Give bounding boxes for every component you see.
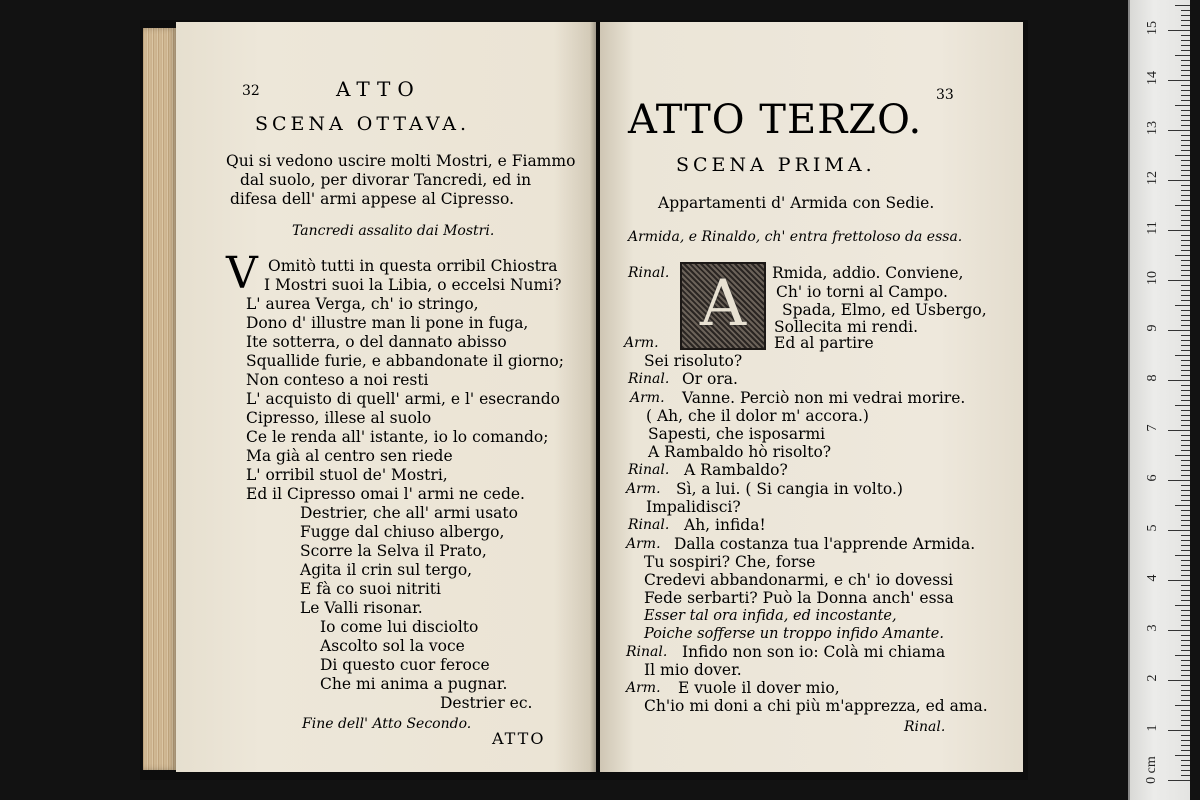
ruler-label: 8 (1145, 374, 1160, 382)
ruler-tick (1175, 555, 1190, 556)
verse-line: Destrier, che all' armi usato (300, 504, 518, 522)
act-title: ATTO TERZO. (628, 97, 923, 143)
verse-line: L' orribil stuol de' Mostri, (246, 466, 448, 484)
ruler-tick (1168, 230, 1190, 231)
ruler-tick (1181, 375, 1190, 376)
dialogue-line: A Rambaldo? (684, 461, 788, 479)
ruler-tick (1181, 675, 1190, 676)
verse-line: Squallide furie, e abbandonate il giorno; (246, 352, 564, 370)
ruler-tick (1181, 640, 1190, 641)
ruler-tick (1181, 660, 1190, 661)
ruler-tick (1181, 315, 1190, 316)
ruler-tick (1181, 565, 1190, 566)
ruler-tick (1181, 545, 1190, 546)
dialogue-line: Sì, a lui. ( Si cangia in volto.) (676, 480, 903, 498)
ruler-tick (1181, 260, 1190, 261)
ruler-tick (1175, 755, 1190, 756)
ruler-tick (1181, 215, 1190, 216)
ruler-tick (1168, 180, 1190, 181)
ruler-tick (1181, 145, 1190, 146)
ruler-tick (1181, 365, 1190, 366)
ruler-label: 6 (1145, 474, 1160, 482)
ruler-label: 10 (1145, 271, 1160, 285)
dialogue-line: Esser tal ora infida, ed incostante, (644, 608, 897, 624)
setting-direction: Appartamenti d' Armida con Sedie. (658, 194, 935, 212)
ruler-tick (1181, 165, 1190, 166)
ruler-tick (1181, 600, 1190, 601)
ruler-tick (1181, 560, 1190, 561)
ruler-tick (1181, 715, 1190, 716)
ruler-tick (1181, 210, 1190, 211)
verse-line: E fà co suoi nitriti (300, 580, 441, 598)
stage-line: dal suolo, per divorar Tancredi, ed in (240, 171, 532, 189)
ruler-tick (1181, 340, 1190, 341)
ruler-label: 11 (1145, 221, 1160, 235)
verse-line: Fugge dal chiuso albergo, (300, 523, 505, 541)
speaker-label: Arm. (626, 481, 661, 497)
ruler-tick (1181, 685, 1190, 686)
dialogue-line: Ah, infida! (684, 516, 766, 534)
dialogue-line: Impalidisci? (646, 498, 741, 516)
ruler-tick (1181, 160, 1190, 161)
ruler-tick (1181, 290, 1190, 291)
ruler-tick (1181, 465, 1190, 466)
ruler-tick (1181, 225, 1190, 226)
ruler-tick (1175, 405, 1190, 406)
ruler-tick (1168, 30, 1190, 31)
ruler-tick (1181, 510, 1190, 511)
ruler-tick (1175, 655, 1190, 656)
ruler-tick (1181, 700, 1190, 701)
ruler-tick (1181, 140, 1190, 141)
ruler-tick (1181, 450, 1190, 451)
dialogue-line: Ch'io mi doni a chi più m'apprezza, ed ama. (644, 697, 988, 715)
ruler-tick (1181, 745, 1190, 746)
ruler-tick (1181, 620, 1190, 621)
ruler-tick (1175, 55, 1190, 56)
verse-line: Di questo cuor feroce (320, 656, 490, 674)
dialogue-line: Ed al partire (774, 334, 874, 352)
ruler-label: 14 (1145, 71, 1160, 85)
ruler-tick (1181, 515, 1190, 516)
verse-line: Dono d' illustre man li pone in fuga, (246, 314, 529, 332)
ruler-tick (1168, 630, 1190, 631)
ruler-tick (1181, 240, 1190, 241)
ruler-tick (1181, 720, 1190, 721)
dialogue-line: Sapesti, che isposarmi (648, 425, 826, 443)
ruler-tick (1181, 65, 1190, 66)
ruler-tick (1181, 200, 1190, 201)
ruler-tick (1168, 80, 1190, 81)
ruler-tick (1181, 420, 1190, 421)
ruler-tick (1181, 310, 1190, 311)
ruler-label: 3 (1145, 624, 1160, 632)
ruler-tick (1181, 190, 1190, 191)
ruler-tick (1181, 470, 1190, 471)
ruler-tick (1181, 750, 1190, 751)
ruler-tick (1181, 170, 1190, 171)
ruler-tick (1181, 570, 1190, 571)
ruler-tick (1181, 390, 1190, 391)
ruler-tick (1181, 775, 1190, 776)
speaker-label: Arm. (626, 680, 661, 696)
ruler-tick (1181, 690, 1190, 691)
ruler-tick (1175, 255, 1190, 256)
ruler-tick (1181, 35, 1190, 36)
dialogue-line: Sollecita mi rendi. (774, 318, 919, 336)
ruler-label: 9 (1145, 324, 1160, 332)
dialogue-line: Vanne. Perciò non mi vedrai morire. (682, 389, 966, 407)
ruler-tick (1181, 60, 1190, 61)
ruler-tick (1181, 50, 1190, 51)
ruler-tick (1181, 185, 1190, 186)
dialogue-line: A Rambaldo hò risolto? (648, 443, 832, 461)
ruler-tick (1181, 645, 1190, 646)
ruler-tick (1181, 95, 1190, 96)
ruler-tick (1175, 705, 1190, 706)
ruler-tick (1181, 285, 1190, 286)
ruler-tick (1175, 5, 1190, 6)
ruler-tick (1181, 595, 1190, 596)
ruler-tick (1181, 635, 1190, 636)
ruler-tick (1181, 40, 1190, 41)
ruler-tick (1175, 305, 1190, 306)
ruler-tick (1181, 125, 1190, 126)
ruler-tick (1168, 780, 1190, 781)
ruler-tick (1175, 105, 1190, 106)
ruler-tick (1181, 540, 1190, 541)
left-page-number: 32 (242, 83, 260, 99)
ruler-tick (1181, 110, 1190, 111)
ruler-tick (1181, 445, 1190, 446)
ruler-tick (1181, 75, 1190, 76)
dialogue-line: Spada, Elmo, ed Usbergo, (782, 301, 987, 319)
ruler-tick (1181, 740, 1190, 741)
ruler-tick (1181, 370, 1190, 371)
ruler-tick (1181, 150, 1190, 151)
verse-line: Cipresso, illese al suolo (246, 409, 432, 427)
ruler-tick (1181, 360, 1190, 361)
dialogue-line: E vuole il dover mio, (678, 679, 840, 697)
ruler-tick (1181, 85, 1190, 86)
ruler-tick (1181, 435, 1190, 436)
ruler-tick (1181, 395, 1190, 396)
ruler-tick (1181, 300, 1190, 301)
ruler-tick (1181, 590, 1190, 591)
ruler-tick (1181, 550, 1190, 551)
verse-line: Omitò tutti in questa orribil Chiostra (268, 257, 558, 275)
ruler-tick (1168, 130, 1190, 131)
ruler-tick (1181, 585, 1190, 586)
stage-line: difesa dell' armi appese al Cipresso. (230, 190, 514, 208)
speaker-label: Arm. (626, 536, 661, 552)
speaker-label: Rinal. (628, 265, 670, 281)
dialogue-line: Infido non son io: Colà mi chiama (682, 643, 946, 661)
ruler-label: 5 (1145, 524, 1160, 532)
verse-line: I Mostri suoi la Libia, o eccelsi Numi? (264, 276, 562, 294)
ruler-tick (1181, 425, 1190, 426)
ruler-tick (1181, 270, 1190, 271)
ruler-tick (1175, 155, 1190, 156)
drop-cap: V (226, 248, 258, 299)
ruler-tick (1181, 695, 1190, 696)
ruler-tick (1181, 115, 1190, 116)
verse-line: Scorre la Selva il Prato, (300, 542, 487, 560)
ruler-label: 7 (1145, 424, 1160, 432)
verse-line: L' acquisto di quell' armi, e l' esecrando (246, 390, 560, 408)
speaker-label: Rinal. (626, 644, 668, 660)
dialogue-line: Ch' io torni al Campo. (776, 283, 948, 301)
ruler-tick (1168, 580, 1190, 581)
ruler-tick (1181, 220, 1190, 221)
right-scene-heading: SCENA PRIMA. (676, 154, 876, 176)
page-edges (143, 28, 177, 770)
dialogue-line: Credevi abbandonarmi, e ch' io dovessi (644, 571, 954, 589)
ruler-tick (1181, 250, 1190, 251)
ruler-tick (1181, 100, 1190, 101)
verse-line: Ed il Cipresso omai l' armi ne cede. (246, 485, 525, 503)
ruler-label: 0 cm (1144, 756, 1159, 784)
ruler-tick (1181, 175, 1190, 176)
refrain: Destrier ec. (440, 694, 533, 712)
ruler-tick (1181, 245, 1190, 246)
end-of-act-note: Fine dell' Atto Secondo. (302, 716, 472, 732)
verse-line: Ce le renda all' istante, io lo comando; (246, 428, 549, 446)
ruler-tick (1181, 20, 1190, 21)
right-page-number: 33 (936, 87, 954, 103)
ruler-tick (1181, 495, 1190, 496)
ruler-tick (1181, 575, 1190, 576)
left-scene-heading: SCENA OTTAVA. (255, 113, 471, 135)
verse-line: Ma già al centro sen riede (246, 447, 453, 465)
ruler-tick (1181, 120, 1190, 121)
ruler-tick (1181, 710, 1190, 711)
ruler-tick (1181, 335, 1190, 336)
ruler-tick (1175, 505, 1190, 506)
ruler-tick (1181, 320, 1190, 321)
ruler-tick (1175, 355, 1190, 356)
ruler-tick (1181, 650, 1190, 651)
ruler-tick (1181, 670, 1190, 671)
ruler-tick (1181, 490, 1190, 491)
ruler-tick (1181, 10, 1190, 11)
characters-direction: Armida, e Rinaldo, ch' entra frettoloso da essa. (628, 229, 963, 245)
decorated-initial (680, 262, 766, 350)
dialogue-line: Il mio dover. (644, 661, 742, 679)
speaker-label: Rinal. (628, 462, 670, 478)
dialogue-line: Dalla costanza tua l'apprende Armida. (674, 535, 976, 553)
ruler-tick (1181, 25, 1190, 26)
verse-line: L' aurea Verga, ch' io stringo, (246, 295, 479, 313)
ruler-tick (1181, 665, 1190, 666)
ruler-label: 15 (1145, 21, 1160, 35)
ruler-tick (1181, 765, 1190, 766)
speaker-label: Arm. (630, 390, 665, 406)
ruler-tick (1181, 45, 1190, 46)
ruler-tick (1181, 440, 1190, 441)
ruler-tick (1181, 735, 1190, 736)
verse-line: Io come lui disciolto (320, 618, 479, 636)
ruler-tick (1181, 235, 1190, 236)
verse-line: Non conteso a noi resti (246, 371, 429, 389)
verse-line: Ascolto sol la voce (320, 637, 465, 655)
ruler-tick (1175, 205, 1190, 206)
ruler-tick (1168, 680, 1190, 681)
ruler-tick (1181, 525, 1190, 526)
speaker-label: Rinal. (628, 517, 670, 533)
ruler-label: 4 (1145, 574, 1160, 582)
dialogue-line: Rmida, addio. Conviene, (772, 264, 964, 282)
ruler-tick (1181, 410, 1190, 411)
ruler-tick (1181, 625, 1190, 626)
ruler-tick (1181, 610, 1190, 611)
ruler-tick (1181, 760, 1190, 761)
ruler-tick (1181, 295, 1190, 296)
speaker-label: Rinal. (628, 371, 670, 387)
ruler-tick (1168, 530, 1190, 531)
ruler-tick (1181, 485, 1190, 486)
ruler-tick (1181, 15, 1190, 16)
ruler-tick (1168, 430, 1190, 431)
verse-line: Le Valli risonar. (300, 599, 423, 617)
ruler-label: 2 (1145, 674, 1160, 682)
dialogue-line: ( Ah, che il dolor m' accora.) (646, 407, 869, 425)
ruler-tick (1181, 615, 1190, 616)
measurement-ruler (1128, 0, 1190, 800)
dialogue-line: Fede serbarti? Può la Donna anch' essa (644, 589, 954, 607)
ruler-tick (1181, 400, 1190, 401)
verse-line: Agita il crin sul tergo, (300, 561, 473, 579)
ruler-tick (1181, 725, 1190, 726)
ruler-tick (1175, 455, 1190, 456)
ruler-label: 13 (1145, 121, 1160, 135)
ruler-tick (1181, 475, 1190, 476)
ruler-tick (1181, 350, 1190, 351)
ruler-tick (1168, 280, 1190, 281)
ruler-tick (1168, 730, 1190, 731)
character-direction: Tancredi assalito dai Mostri. (292, 223, 495, 239)
ruler-tick (1181, 195, 1190, 196)
ruler-tick (1168, 380, 1190, 381)
ruler-tick (1181, 70, 1190, 71)
ruler-tick (1181, 770, 1190, 771)
verse-line: Che mi anima a pugnar. (320, 675, 508, 693)
ruler-tick (1181, 500, 1190, 501)
left-catchword: ATTO (492, 729, 546, 748)
running-head: ATTO (336, 77, 421, 101)
dialogue-line: Or ora. (682, 370, 738, 388)
ruler-tick (1181, 415, 1190, 416)
dialogue-line: Poiche sofferse un troppo infido Amante. (644, 626, 944, 642)
dialogue-line: Sei risoluto? (644, 352, 743, 370)
ruler-label: 12 (1145, 171, 1160, 185)
dialogue-line: Tu sospiri? Che, forse (644, 553, 816, 571)
ruler-tick (1181, 265, 1190, 266)
ruler-tick (1181, 460, 1190, 461)
ruler-tick (1181, 345, 1190, 346)
ruler-tick (1181, 385, 1190, 386)
ruler-tick (1181, 520, 1190, 521)
ruler-tick (1181, 135, 1190, 136)
ruler-tick (1181, 90, 1190, 91)
ruler-tick (1181, 325, 1190, 326)
right-catchword: Rinal. (904, 719, 946, 735)
ruler-tick (1175, 605, 1190, 606)
ruler-tick (1168, 330, 1190, 331)
woodcut-letter: A (699, 267, 747, 341)
verse-line: Ite sotterra, o del dannato abisso (246, 333, 507, 351)
ruler-tick (1181, 535, 1190, 536)
speaker-label: Arm. (624, 335, 659, 351)
ruler-tick (1168, 480, 1190, 481)
ruler-tick (1181, 275, 1190, 276)
ruler-label: 1 (1145, 724, 1160, 732)
stage-line: Qui si vedono uscire molti Mostri, e Fiammo (226, 152, 576, 170)
